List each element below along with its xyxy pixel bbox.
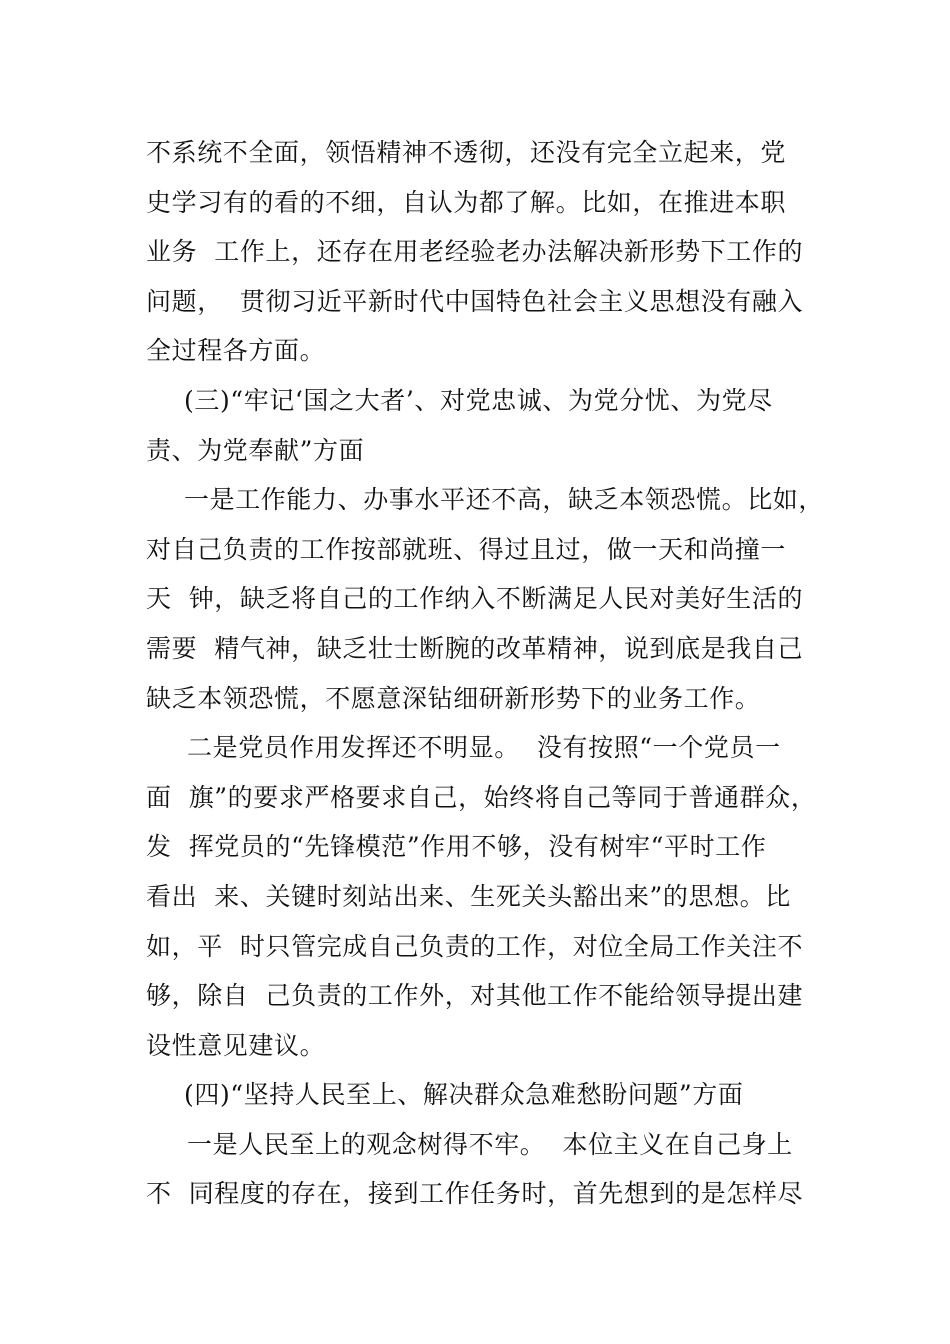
text-line: 问题， 贯彻习近平新时代中国特色社会主义思想没有融入 [146, 286, 804, 316]
text-line: 全过程各方面。 [146, 336, 326, 366]
paragraph-start: 一是人民至上的观念树得不牢。 本位主义在自己身上 [187, 1129, 793, 1159]
text-line: 不 同程度的存在，接到工作任务时，首先想到的是怎样尽 [146, 1179, 804, 1209]
text-line: 看出 来、关键时刻站出来、生死关头豁出来”的思想。比 [146, 881, 791, 911]
text-line: 需要 精气神，缺乏壮士断腕的改革精神，说到底是我自己 [146, 633, 804, 663]
text-line: 对自己负责的工作按部就班、得过且过，做一天和尚撞一 [146, 534, 787, 564]
text-line: 天 钟，缺乏将自己的工作纳入不断满足人民对美好生活的 [146, 584, 804, 614]
text-line: 发 挥党员的“先锋模范”作用不够，没有树牢“平时工作 [146, 832, 767, 862]
text-line: 不系统不全面，领悟精神不透彻，还没有完全立起来，党 [146, 138, 787, 167]
paragraph-start: 二是党员作用发挥还不明显。 没有按照“一个党员一 [187, 733, 781, 763]
text-line: 设性意见建议。 [146, 1030, 326, 1060]
text-line: 业务 工作上，还存在用老经验老办法解决新形势下工作的 [146, 237, 804, 267]
text-line: 史学习有的看的不细，自认为都了解。比如，在推进本职 [146, 187, 787, 217]
body-text [146, 128, 846, 1219]
paragraph-start: 一是工作能力、办事水平还不高，缺乏本领恐慌。比如， [184, 485, 825, 515]
text-line: 面 旗”的要求严格要求自己，始终将自己等同于普通群众， [146, 782, 817, 812]
text-line: 如，平 时只管完成自己负责的工作，对位全局工作关注不 [146, 931, 804, 961]
section-heading-4: (四)“坚持人民至上、解决群众急难愁盼问题”方面 [184, 1080, 744, 1110]
text-line: 责、为党奉献”方面 [146, 435, 365, 465]
text-line: 够，除自 己负责的工作外，对其他工作不能给领导提出建 [146, 981, 804, 1011]
section-heading-3: (三)“牢记‘国之大者’、对党忠诚、为党分忧、为党尽 [184, 385, 773, 415]
text-line: 缺乏本领恐慌，不愿意深钻细研新形势下的业务工作。 [146, 683, 761, 713]
